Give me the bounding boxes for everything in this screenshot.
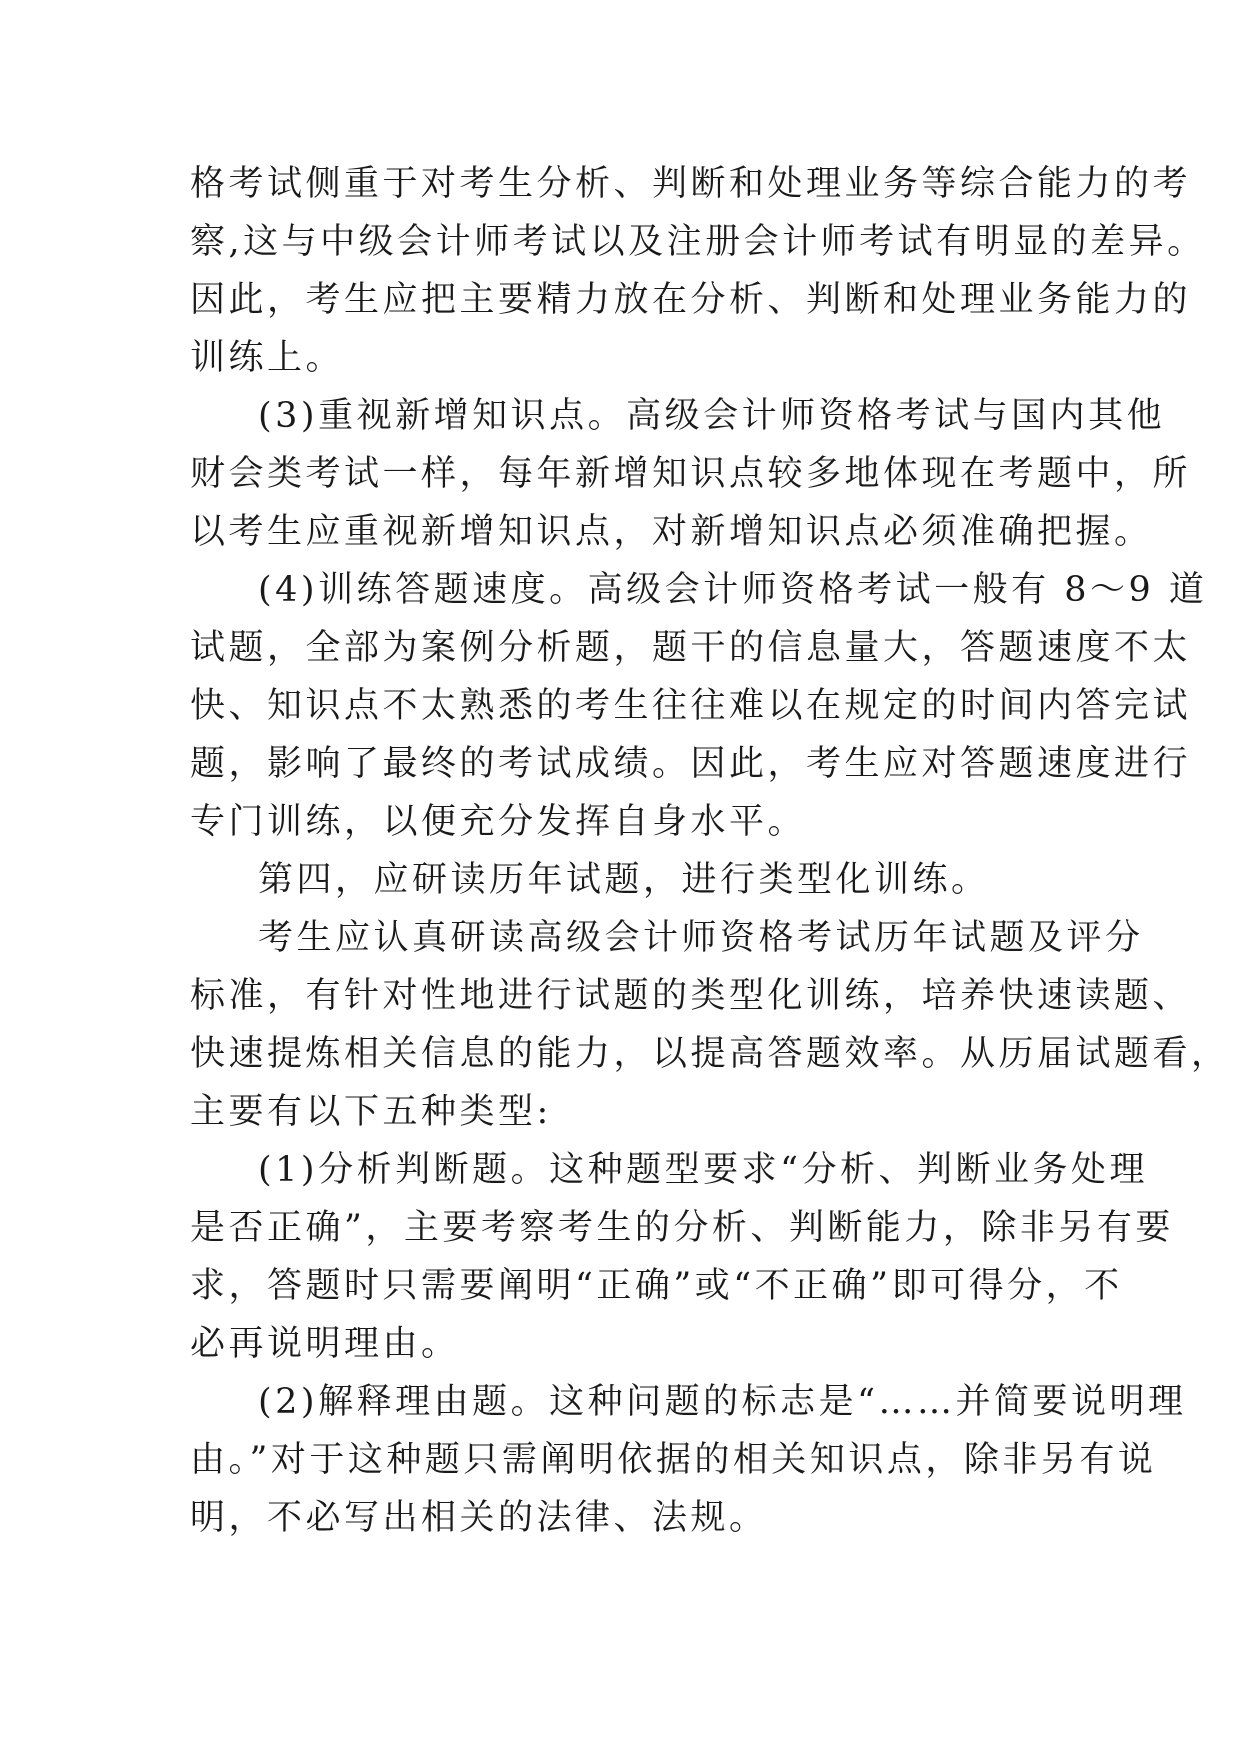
text-line: 因此，考生应把主要精力放在分析、判断和处理业务能力的 [190, 280, 1192, 320]
paragraph-start-line: (3)重视新增知识点。高级会计师资格考试与国内其他 [258, 396, 1166, 436]
text-line: 必再说明理由。 [190, 1324, 460, 1364]
text-line: 专门训练，以便充分发挥自身水平。 [190, 802, 807, 842]
document-body [190, 158, 1230, 1550]
text-line: 格考试侧重于对考生分析、判断和处理业务等综合能力的考 [190, 164, 1192, 204]
paragraph-start-line: 第四，应研读历年试题，进行类型化训练。 [258, 860, 990, 900]
text-line: 以考生应重视新增知识点，对新增知识点必须准确把握。 [190, 512, 1153, 552]
text-line: 试题，全部为案例分析题，题干的信息量大，答题速度不太 [190, 628, 1192, 668]
text-line: 由。”对于这种题只需阐明依据的相关知识点，除非另有说 [190, 1440, 1157, 1480]
paragraph-start-line: (4)训练答题速度。高级会计师资格考试一般有 8～9 道 [258, 570, 1208, 610]
text-line: 训练上。 [190, 338, 345, 378]
text-line: 求，答题时只需要阐明“正确”或“不正确”即可得分，不 [190, 1266, 1123, 1306]
text-line: 财会类考试一样，每年新增知识点较多地体现在考题中，所 [190, 454, 1192, 494]
text-line: 快速提炼相关信息的能力，以提高答题效率。从历届试题看， [190, 1034, 1230, 1074]
text-line: 是否正确”，主要考察考生的分析、判断能力，除非另有要 [190, 1208, 1174, 1248]
text-line: 主要有以下五种类型: [190, 1092, 552, 1132]
text-line: 题，影响了最终的考试成绩。因此，考生应对答题速度进行 [190, 744, 1192, 784]
text-line: 明，不必写出相关的法律、法规。 [190, 1498, 768, 1538]
text-line: 快、知识点不太熟悉的考生往往难以在规定的时间内答完试 [190, 686, 1192, 726]
text-line: 标准，有针对性地进行试题的类型化训练，培养快速读题、 [190, 976, 1192, 1016]
paragraph-start-line: (1)分析判断题。这种题型要求“分析、判断业务处理 [258, 1150, 1148, 1190]
text-line: 察,这与中级会计师考试以及注册会计师考试有明显的差异。 [190, 222, 1206, 262]
paragraph-start-line: (2)解释理由题。这种问题的标志是“……并简要说明理 [258, 1382, 1187, 1422]
paragraph-start-line: 考生应认真研读高级会计师资格考试历年试题及评分 [258, 918, 1144, 958]
